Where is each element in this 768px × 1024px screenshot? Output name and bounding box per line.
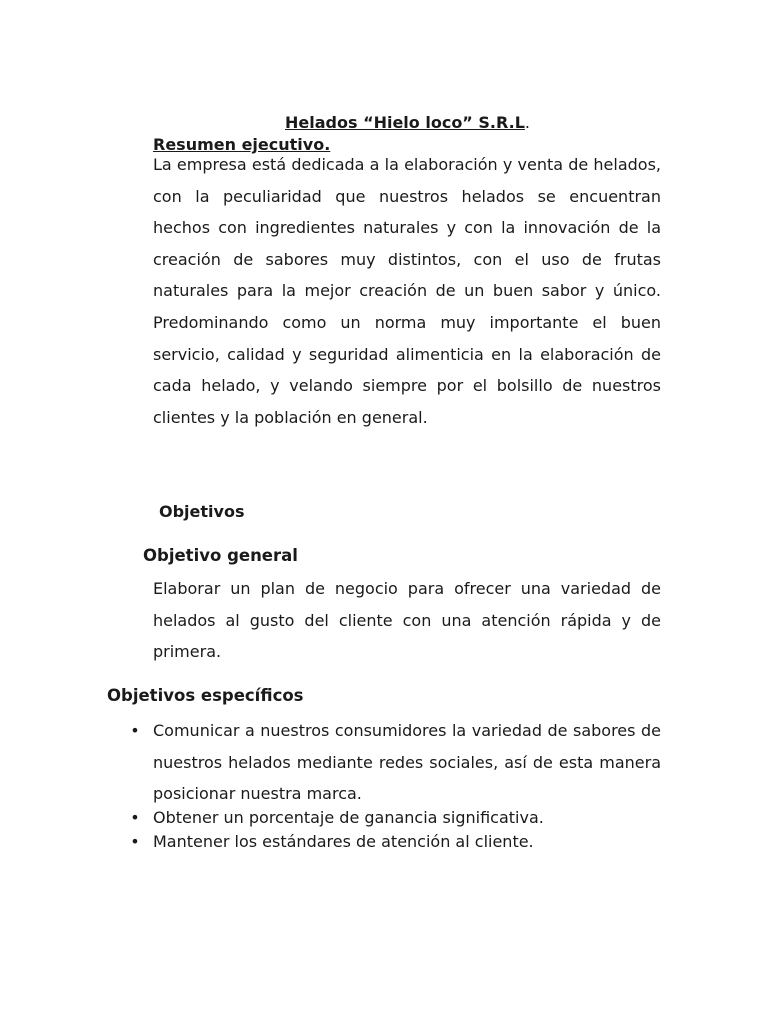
general-objective-heading: Objetivo general [143, 546, 298, 565]
summary-heading: Resumen ejecutivo. [153, 135, 331, 154]
bullet-icon: • [130, 721, 140, 740]
general-objective-paragraph: Elaborar un plan de negocio para ofrecer una variedad de helados al gusto del cliente con una atención rápida y de primera. [153, 579, 661, 662]
bullet-icon: • [130, 807, 140, 827]
document-title-period: . [524, 113, 530, 132]
specific-objectives-list [130, 715, 661, 854]
objectives-heading: Objetivos [159, 502, 245, 521]
document-title-text: Helados “Hielo loco” S.R.L [285, 113, 525, 132]
list-item-text: Mantener los estándares de atención al cliente. [153, 831, 534, 851]
specific-objectives-heading: Objetivos específicos [107, 686, 304, 705]
bullet-icon: • [130, 831, 140, 851]
list-item [130, 715, 661, 810]
list-item-text: Obtener un porcentaje de ganancia significativa. [153, 807, 544, 827]
list-item [130, 806, 661, 830]
summary-paragraph: La empresa está dedicada a la elaboración y venta de helados, con la peculiaridad que nuestros helados se encuentran hechos con ingredientes naturales y con la innovación de la creación de sabores muy distintos, con el uso de frutas naturales para la mejor creación de un buen sabor y único. Predominando como un norma muy importante el buen servicio, calidad y seguridad alimenticia en la elaboración de cada helado, y velando siempre por el bolsillo de nuestros clientes y la población en general. [153, 155, 661, 427]
list-item [130, 830, 661, 854]
list-item-text: Comunicar a nuestros consumidores la variedad de sabores de nuestros helados mediante redes sociales, así de esta manera posicionar nuestra marca. [153, 721, 661, 804]
document-title [0, 113, 768, 133]
